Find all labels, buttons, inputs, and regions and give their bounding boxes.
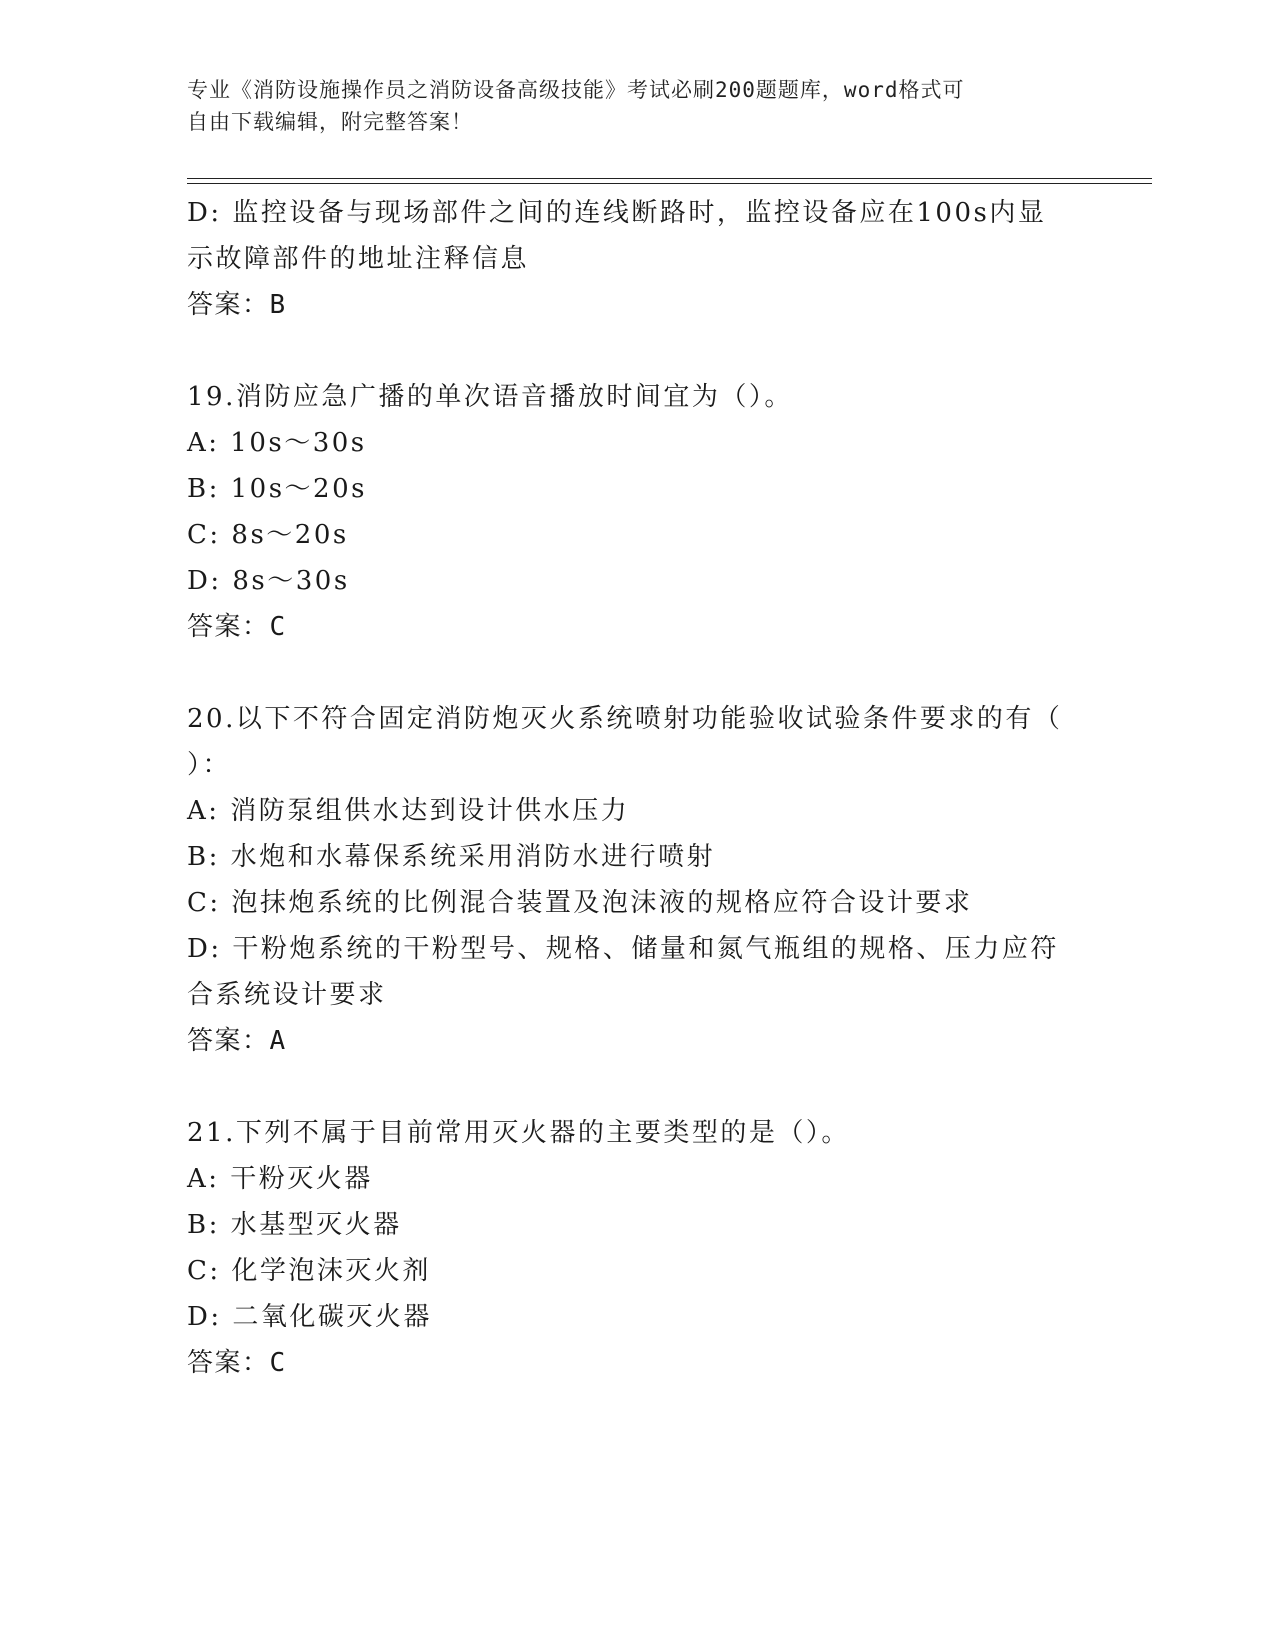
question-21 <box>187 1110 1087 1386</box>
option-a: A: 10s～30s <box>187 428 367 458</box>
option-d: D: 8s～30s <box>187 566 350 596</box>
option-b: B: 10s～20s <box>187 474 367 504</box>
question-18-tail <box>187 190 1087 328</box>
option-a: A: 干粉灭火器 <box>187 1164 373 1194</box>
question-text: 21.下列不属于目前常用灭火器的主要类型的是（）。 <box>187 1118 850 1148</box>
question-text: 19.消防应急广播的单次语音播放时间宜为（）。 <box>187 382 793 412</box>
answer: 答案：C <box>187 612 287 642</box>
question-list <box>187 190 1087 1386</box>
option-b: B: 水炮和水幕保系统采用消防水进行喷射 <box>187 842 716 872</box>
option-c: C: 泡抹炮系统的比例混合装置及泡沫液的规格应符合设计要求 <box>187 888 973 918</box>
header-line-1: 专业《消防设施操作员之消防设备高级技能》考试必刷200题题库，word格式可 <box>187 78 965 102</box>
option-c: C: 化学泡沫灭火剂 <box>187 1256 431 1286</box>
option-d-continued: 示故障部件的地址注释信息 <box>187 244 530 274</box>
answer: 答案：B <box>187 290 287 320</box>
header-rule-top <box>187 178 1152 179</box>
option-a: A: 消防泵组供水达到设计供水压力 <box>187 796 630 826</box>
question-text: 20.以下不符合固定消防炮灭火系统喷射功能验收试验条件要求的有（ <box>187 704 1063 734</box>
option-b: B: 水基型灭火器 <box>187 1210 402 1240</box>
document-header <box>187 74 1067 138</box>
question-20 <box>187 696 1087 1064</box>
question-text-continued: ）： <box>187 750 232 780</box>
question-19 <box>187 374 1087 650</box>
header-rule-bottom <box>187 183 1152 184</box>
option-d: D: 干粉炮系统的干粉型号、规格、储量和氮气瓶组的规格、压力应符 <box>187 934 1059 964</box>
answer: 答案：A <box>187 1026 287 1056</box>
spacer <box>187 1064 1087 1110</box>
spacer <box>187 328 1087 374</box>
option-d-continued: 合系统设计要求 <box>187 980 387 1010</box>
option-d: D: 监控设备与现场部件之间的连线断路时，监控设备应在100s内显 <box>187 198 1047 228</box>
spacer <box>187 650 1087 696</box>
option-c: C: 8s～20s <box>187 520 349 550</box>
answer: 答案：C <box>187 1348 287 1378</box>
header-line-2: 自由下载编辑，附完整答案！ <box>187 110 473 134</box>
option-d: D: 二氧化碳灭火器 <box>187 1302 432 1332</box>
